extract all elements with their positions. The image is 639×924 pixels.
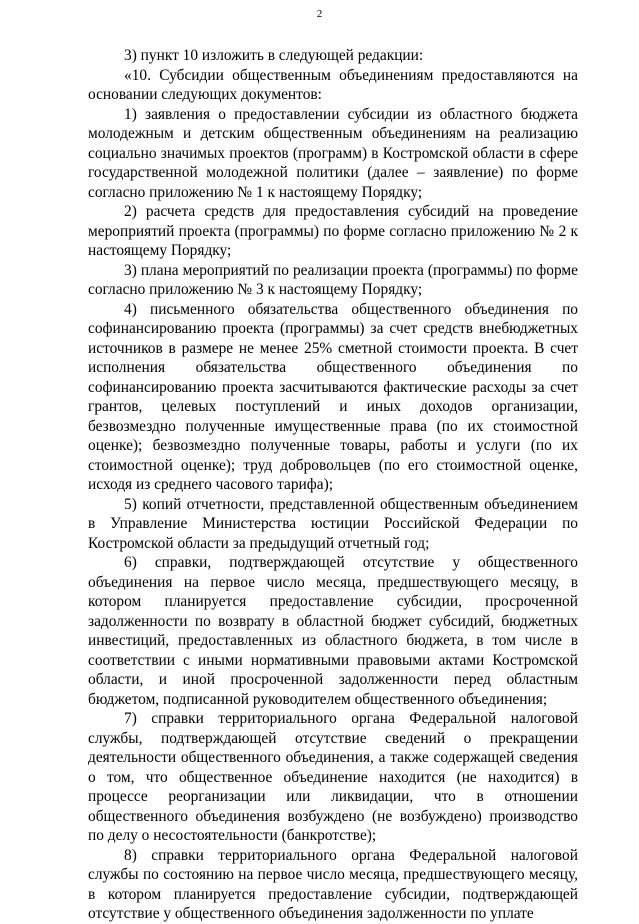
paragraph-subitem-7: 7) справки территориального органа Федеральной налоговой службы, подтверждающей отсутствие сведений о прекращении деятельности общественного объединения, а также содержащей сведения о том, что общественное объединение находится (не находится) в процессе реорганизации или ликвидации, что в отношении общественного объединения возбуждено (не возбуждено) производство по делу о несостоятельности (банкротстве); [88, 710, 578, 844]
paragraph-subitem-4: 4) письменного обязательства общественного объединения по софинансированию проекта (программы) за счет средств внебюджетных источников в размере не менее 25% сметной стоимости проекта. В счет исполнения обязательства общественного объединения по софинансированию проекта засчитываются фактические расходы за счет грантов, целевых поступлений и иных доходов организации, безвозмездно полученные имущественные права (по их стоимостной оценке); безвозмездно полученные товары, работы и услуги (по их стоимостной оценке); труд добровольцев (по его стоимостной оценке, исходя из среднего часового тарифа); [88, 300, 578, 493]
paragraph-subitem-1: 1) заявления о предоставлении субсидии из областного бюджета молодежным и детским общественным объединениям на реализацию социально значимых проектов (программ) в Костромской области в сфере государственной молодежной политики (далее – заявление) по форме согласно приложению № 1 к настоящему Порядку; [88, 105, 578, 201]
page-number: 2 [316, 8, 323, 20]
paragraph-subitem-5: 5) копий отчетности, представленной общественным объединением в Управление Министерства юстиции Российской Федерации по Костромской области за предыдущий отчетный год; [88, 495, 578, 552]
paragraph-subitem-6: 6) справки, подтверждающей отсутствие у общественного объединения на первое число месяца, предшествующего месяцу, в котором планируется предоставление субсидии, просроченной задолженности по возврату в областной бюджет субсидий, бюджетных инвестиций, предоставленных из областного бюджета, в том числе в соответствии с иными нормативными правовыми актами Костромской области, и иной просроченной задолженности перед областным бюджетом, подписанной руководителем общественного объединения; [88, 554, 578, 708]
document-body [88, 46, 578, 924]
paragraph-subitem-2: 2) расчета средств для предоставления субсидий на проведение мероприятий проекта (программы) по форме согласно приложению № 2 к настоящему Порядку; [88, 203, 578, 259]
paragraph-item-3-intro: 3) пункт 10 изложить в следующей редакции: [124, 47, 424, 64]
paragraph-subitem-3: 3) плана мероприятий по реализации проекта (программы) по форме согласно приложению № 3 к настоящему Порядку; [88, 261, 578, 298]
paragraph-clause-10-intro: «10. Субсидии общественным объединениям предоставляются на основании следующих документов: [88, 66, 578, 103]
paragraph-subitem-8: 8) справки территориального органа Федеральной налоговой службы по состоянию на первое число месяца, предшествующего месяцу, в котором планируется предоставление субсидии, подтверждающей отсутствие у общественного объединения задолженности по уплате [88, 846, 578, 922]
